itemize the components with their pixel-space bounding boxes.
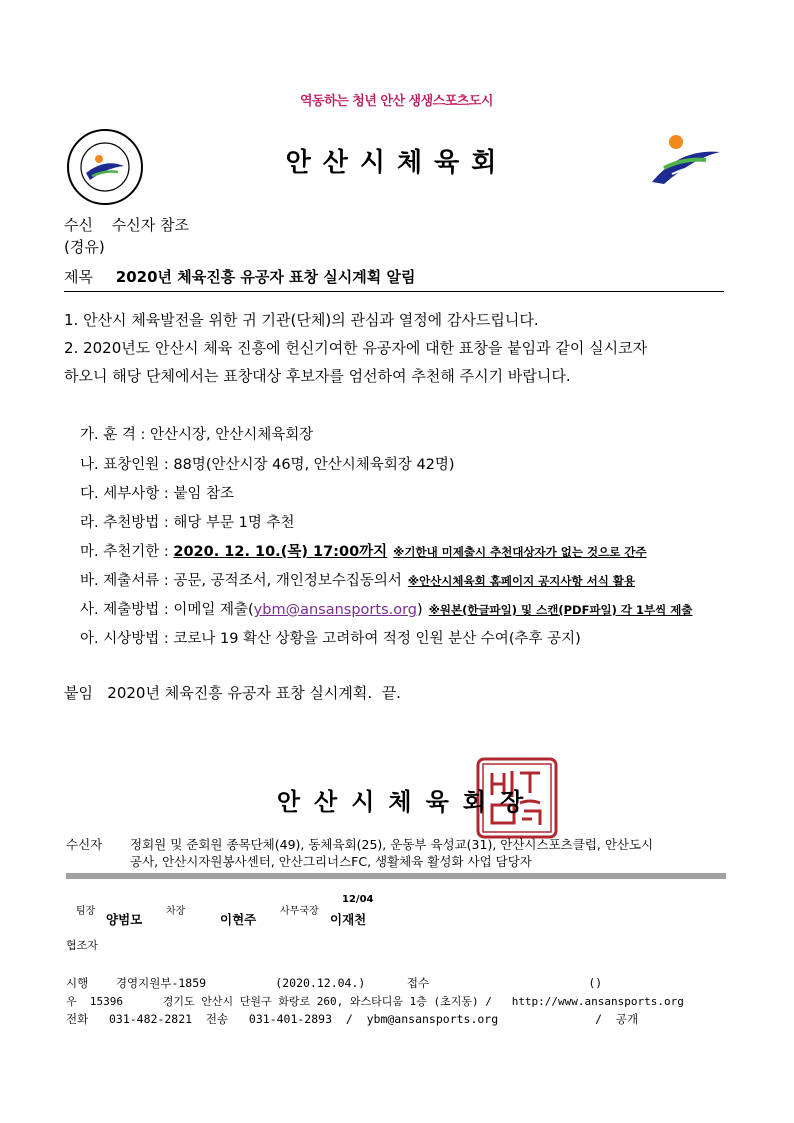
item-award: 가. 훈 격 : 안산시장, 안산시체육회장	[80, 427, 314, 443]
deadline-note: ※기한내 미제출시 추천대상자가 없는 것으로 간주	[393, 545, 647, 559]
recipient-value: 수신자 참조	[111, 216, 189, 234]
chief-label: 사무국장	[280, 906, 319, 917]
section-divider	[66, 873, 726, 879]
recipients-label: 수신자	[66, 837, 103, 852]
footer-enforcement: 시행 경영지원부-1859 (2020.12.04.) 접수 ()	[66, 976, 603, 990]
submission-close: )	[417, 602, 423, 618]
deadline-value: 2020. 12. 10.(목) 17:00까지	[173, 544, 388, 560]
footer-address: 우 15396 경기도 안산시 단원구 화랑로 260, 와스타디움 1층 (초지동) / http://www.ansansports.org	[66, 995, 684, 1008]
team-leader-name: 양범모	[106, 912, 143, 927]
chief-date: 12/04	[342, 894, 374, 905]
item-method: 라. 추천방법 : 해당 부문 1명 추천	[80, 515, 295, 531]
paragraph-2-line-1: 2. 2020년도 안산시 체육 진흥에 헌신기여한 유공자에 대한 표창을 붙임과 같이 실시코자	[64, 339, 648, 357]
attachment-line: 붙임 2020년 체육진흥 유공자 표창 실시계획. 끝.	[64, 684, 401, 702]
deputy-label: 차장	[166, 906, 186, 917]
submission-note: ※원본(한글파일) 및 스캔(PDF파일) 각 1부씩 제출	[428, 603, 693, 617]
item-deadline	[80, 540, 647, 561]
team-leader-label: 팀장	[76, 906, 96, 917]
subject-value: 2020년 체육진흥 유공자 표창 실시계획 알림	[115, 268, 416, 286]
recipients-line-1: 정회원 및 준회원 종목단체(49), 동체육회(25), 운동부 육성교(31), 안산시스포츠클럽, 안산도시	[130, 837, 654, 852]
subject-divider	[64, 291, 724, 292]
page-title: 안산시체육회	[285, 148, 509, 178]
sports-logo	[650, 132, 722, 188]
deadline-label: 마. 추천기한 :	[80, 544, 174, 560]
sports-logo-icon	[650, 132, 722, 188]
recipient-row	[64, 214, 189, 235]
item-documents	[80, 569, 635, 590]
item-submission	[80, 598, 692, 619]
deputy-name: 이현주	[220, 912, 257, 927]
slogan	[300, 90, 493, 109]
signatory: 안산시체육회장	[276, 788, 538, 816]
email-link[interactable]: ybm@ansansports.org	[253, 602, 418, 618]
slogan-text: 역동하는 청년 안산 생생스포츠도시	[300, 94, 493, 109]
footer-contact: 전화 031-482-2821 전송 031-401-2893 / ybm@ansansports.org / 공개	[66, 1012, 639, 1026]
cooperator-label: 협조자	[66, 939, 98, 952]
item-details: 다. 세부사항 : 붙임 참조	[80, 486, 234, 502]
item-ceremony: 아. 시상방법 : 코로나 19 확산 상황을 고려하여 적정 인원 분산 수여(추후 공지)	[80, 631, 581, 647]
item-count: 나. 표창인원 : 88명(안산시장 46명, 안산시체육회장 42명)	[80, 457, 455, 473]
paragraph-2-line-2: 하오니 해당 단체에서는 표창대상 후보자를 엄선하여 추천해 주시기 바랍니다.	[64, 367, 571, 385]
documents-label: 바. 제출서류 : 공문, 공적조서, 개인정보수집동의서	[80, 573, 402, 589]
via-label: (경유)	[64, 238, 105, 256]
recipient-label: 수신	[64, 216, 93, 234]
paragraph-1: 1. 안산시 체육발전을 위한 귀 기관(단체)의 관심과 열정에 감사드립니다.	[64, 311, 539, 329]
documents-note: ※안산시체육회 홈페이지 공지사항 서식 활용	[407, 574, 636, 588]
subject-row	[64, 266, 415, 287]
subject-label: 제목	[64, 268, 93, 286]
submission-label: 사. 제출방법 : 이메일 제출(	[80, 602, 254, 618]
recipients-line-2: 공사, 안산시자원봉사센터, 안산그리너스FC, 생활체육 활성화 사업 담당자	[130, 854, 532, 869]
chief-name: 이재천	[330, 912, 367, 927]
